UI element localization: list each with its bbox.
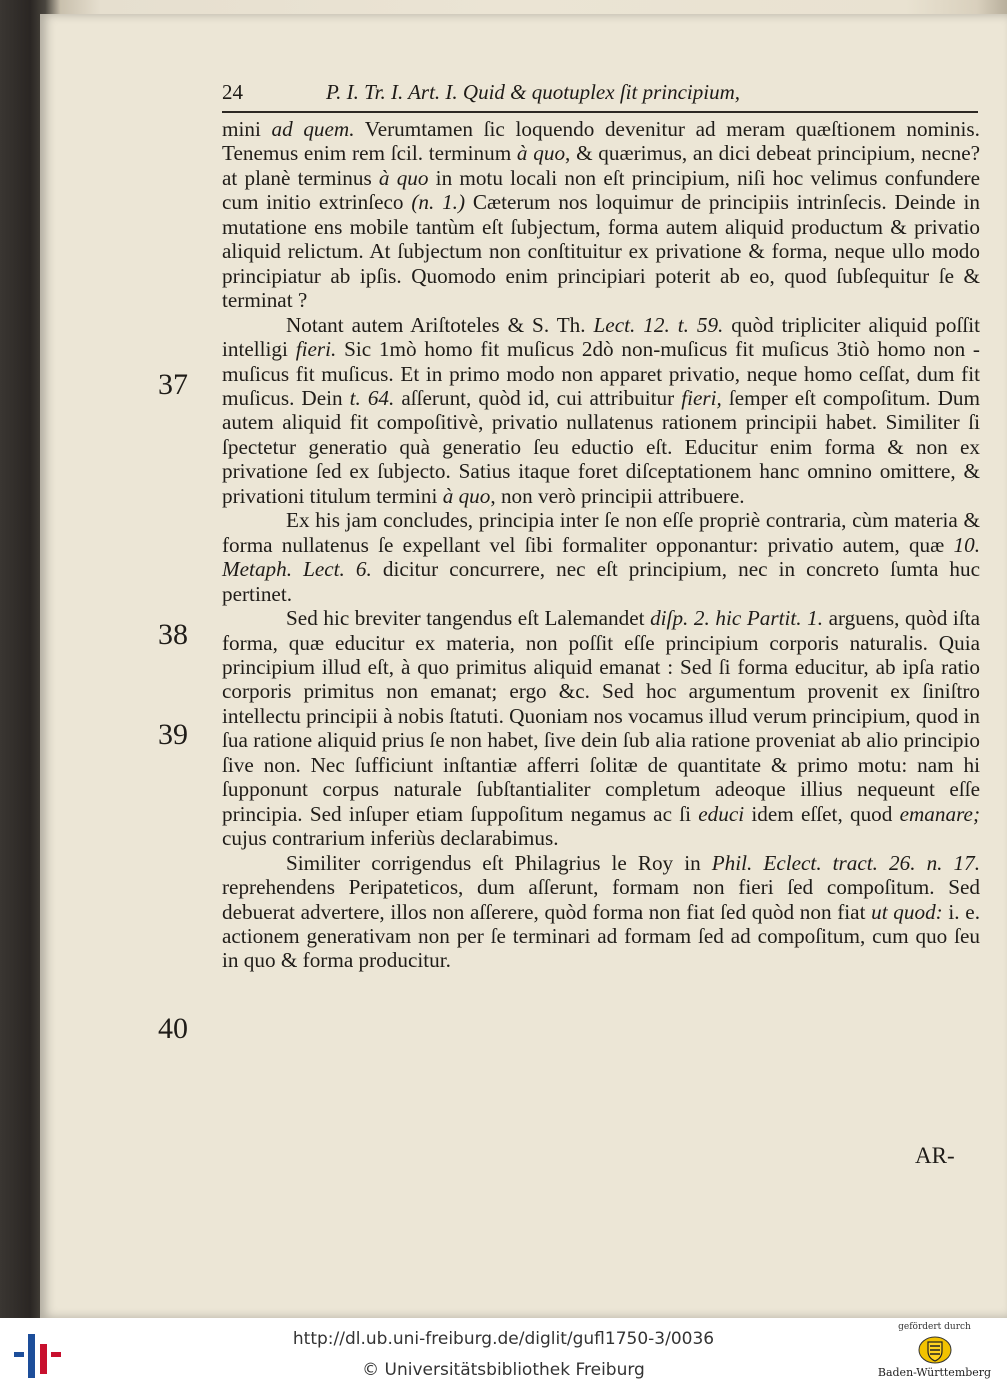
- italic-reference: à quo: [378, 165, 429, 190]
- running-title: P. I. Tr. I. Art. I. Quid & quotuplex ſit principium,: [326, 80, 740, 104]
- text-segment: , non verò principii attribuere.: [490, 483, 745, 508]
- paragraph: [222, 313, 980, 509]
- text-segment: Notant autem Ariſtoteles & S. Th.: [286, 312, 594, 337]
- catchword: AR-: [915, 1143, 955, 1168]
- paragraph: [222, 851, 980, 973]
- italic-reference: à quo: [442, 483, 491, 508]
- margin-number: 40: [158, 1012, 188, 1045]
- sponsor-badge: [872, 1322, 997, 1386]
- paragraph: [222, 508, 980, 606]
- text-segment: Sic 1mò homo fit muſicus 2dò non-muſicus fit muſicus 3tiò homo non - muſicus fit muſicus. Et in primo modo non apparet privatio, neque homo ceſſat, dum fit muſicus. Dein: [222, 337, 980, 410]
- text-segment: Cæterum nos loquimur de principiis intrinſecis. Deinde in mutatione ens mobile tantùm eſt ſubjectum, forma autem aliquid productum & privatio aliquid relictum. At ſubjectum non conſtituitur ex privatione & forma, neque ullo modo principiatur ab ipſis. Quomodo enim principiari poterit ab eo, quod ſubſequitur ſe & terminat ?: [222, 190, 980, 313]
- paragraph: [222, 117, 980, 313]
- text-segment: arguens, quòd iſta forma, quæ educitur ex materia, non poſſit eſſe principium corporis naturalis. Quia principium illud eſt, à quo primitus aliquid emanat : Sed ſi forma educitur, ab ipſa ratio corporis primitus non emanat; ergo &c. Sed hoc argumentum provenit ex ſiniſtro intellectu principii à nobis ſtatuti. Quoniam nos vocamus illud verum principium, quod in ſua ratione aliquid prius ſe non habet, ſive dein ſub alia ratione proveniat ab alio principio ſive non. Nec ſufficiunt inſtantiæ afferri ſolitæ de quantitate & primo motu: nam hi ſupponunt corpus naturale ſubſtantialiter completum adeoque illius nequeunt eſſe principia. Sed inſuper etiam ſuppoſitum negamus ac ſi: [222, 606, 980, 826]
- italic-reference: fieri.: [295, 337, 337, 362]
- margin-number: 37: [158, 368, 188, 401]
- italic-reference: fieri,: [681, 385, 722, 410]
- text-segment: in motu locali non eſt principium, niſi hoc velimus confundere cum initio extrinſeco: [222, 165, 980, 215]
- header-rule: [222, 111, 978, 113]
- text-segment: , & quærimus, an dici debeat principium, necne? at planè terminus: [222, 141, 980, 190]
- text-segment: cujus contrarium inferiùs declarabimus.: [222, 826, 559, 851]
- text-segment: i. e. actionem generativam non per ſe terminari ad formam ſed ad compoſitum, cum quo ſeu in quo & forma producitur.: [222, 899, 980, 973]
- italic-reference: diſp. 2. hic Partit. 1.: [650, 606, 824, 631]
- italic-reference: Lect. 12. t. 59.: [593, 312, 724, 337]
- italic-reference: emanare;: [899, 801, 980, 826]
- permalink-url[interactable]: http://dl.ub.uni-freiburg.de/diglit/gufl1750-3/0036: [292, 1329, 715, 1349]
- sponsor-name: Baden-Württemberg: [877, 1366, 992, 1379]
- page-number: 24: [222, 80, 243, 104]
- italic-reference: educi: [698, 801, 745, 826]
- viewer-footer: [0, 1318, 1007, 1389]
- italic-reference: à quo: [516, 141, 566, 166]
- italic-reference: (n. 1.): [411, 190, 466, 215]
- state-coat-of-arms-icon: [918, 1336, 952, 1364]
- italic-reference: t. 64.: [349, 385, 395, 410]
- text-segment: aſſerunt, quòd id, cui attribuitur: [394, 385, 682, 410]
- italic-reference: 10. Metaph. Lect. 6.: [222, 532, 980, 582]
- text-segment: Similiter corrigendus eſt Philagrius le Roy in: [286, 850, 712, 875]
- paragraph: [222, 606, 980, 851]
- margin-number: 39: [158, 718, 188, 751]
- text-segment: reprehendens Peripateticos, dum aſſerunt, formam non fieri ſed compoſitum. Sed debuerat advertere, illos non aſſerere, quòd forma non fiat ſed quòd non fiat: [222, 875, 980, 924]
- text-segment: Sed hic breviter tangendus eſt Lalemandet: [286, 606, 651, 631]
- text-segment: dicitur concurrere, nec eſt principium, nec in concreto ſumta huc pertinet.: [222, 557, 980, 606]
- running-header: [222, 80, 978, 110]
- italic-reference: ad quem.: [271, 117, 355, 141]
- text-segment: idem eſſet, quod: [744, 801, 900, 826]
- text-segment: ſemper eſt compoſitum. Dum autem aliquid fit compoſitivè, privatio nullatenus rationem principii habet. Similiter ſi ſpectetur generatio quà generatio ſeu eductio eſt. Educitur enim forma & non ex privatione ſed ex ſubjecto. Satius itaque foret diſceptationem hanc omnino omittere, & privationi titulum termini: [222, 385, 981, 508]
- text-segment: Verumtamen ſic loquendo devenitur ad meram quæſtionem nominis. Tenemus enim rem ſcil. terminum: [222, 117, 980, 166]
- text-segment: mini: [222, 117, 272, 141]
- copyright-notice: © Universitätsbibliothek Freiburg: [362, 1360, 645, 1380]
- sponsor-caption: gefördert durch: [898, 1322, 971, 1332]
- body-text: [222, 117, 980, 973]
- text-segment: Ex his jam concludes, principia inter ſe non eſſe propriè contraria, cùm materia & forma nullatenus ſe expellant vel ſibi formaliter opponantur: privatio autem, quæ: [222, 508, 980, 557]
- italic-reference: ut quod:: [871, 899, 943, 924]
- italic-reference: Phil. Eclect. tract. 26. n. 17.: [711, 850, 980, 875]
- margin-number: 38: [158, 618, 188, 651]
- text-segment: quòd tripliciter aliquid poſſit intelligi: [222, 312, 980, 362]
